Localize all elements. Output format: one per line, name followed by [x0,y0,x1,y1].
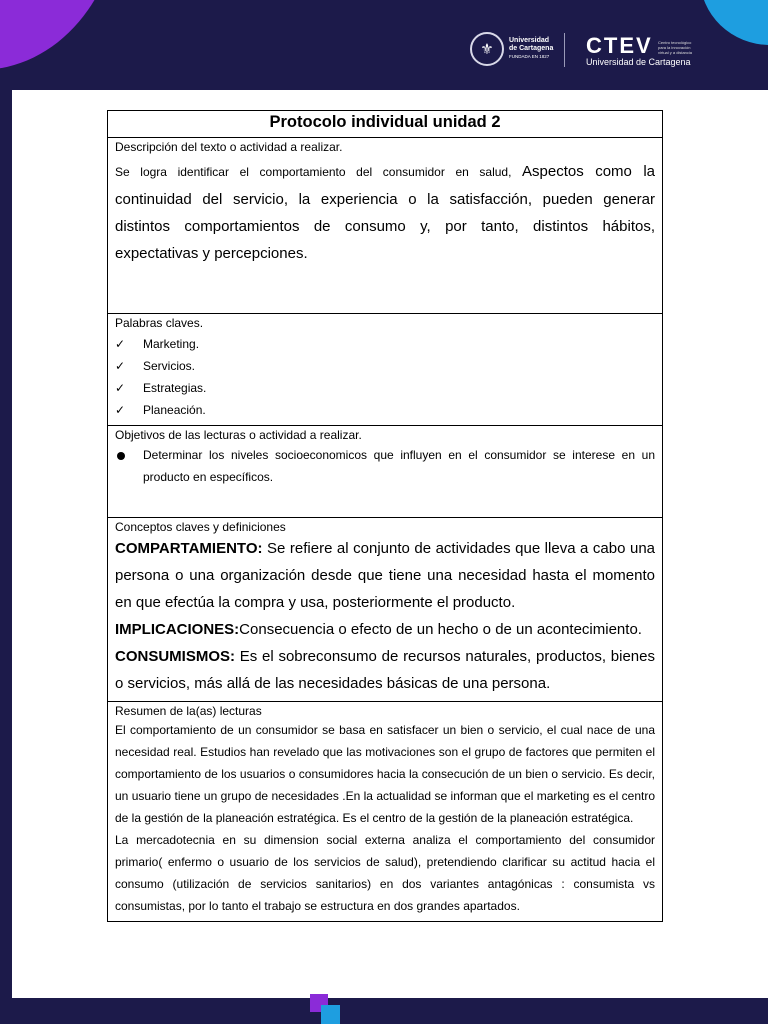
objectives-cell [108,426,663,518]
page-footer [0,998,768,1024]
checkmark-icon: ✓ [115,403,126,417]
ctev-subtitle: Universidad de Cartagena [586,57,691,67]
list-item [115,333,655,355]
ctev-logo [586,33,693,67]
objective-text: Determinar los niveles socioeconomicos que influyen en el consumidor se interese en un producto en específicos. [143,448,655,484]
checkmark-icon: ✓ [115,381,126,395]
summary-paragraph: La mercadotecnia en su dimension social externa analiza el comportamiento del consumidor primario( enfermo o usuario de los servicios de salud), pretendiendo clarificar su actitud hacia el consumo (utilización de servicios sanitarios) en dos variantes antagónicas : consumista vs consumistas, por lo tanto el trabajo se estructura en dos grandes apartados. [115,833,655,913]
summary-cell [108,702,663,922]
summary-paragraph: El comportamiento de un consumidor se basa en satisfacer un bien o servicio, el cual nace de una necesidad real. Estudios han revelado que las motivaciones son el grupo de factores que permiten el comportamiento de los usuarios o consumidores hacia la consecución de un bien o servicio. Es decir, un usuario tiene un grupo de necesidades .En la actualidad se informan que el marketing es el centro de la gestión de la planeación estratégica. Es el centro de la gestión de la planeación estratégica. [115,723,655,825]
list-item [115,399,655,421]
university-name-line2: de Cartagena [509,45,554,52]
keyword-text: Estrategias. [143,381,207,395]
keywords-list [115,333,655,421]
document-title: Protocolo individual unidad 2 [108,111,663,138]
list-item [115,355,655,377]
decorative-purple-arc [0,0,120,70]
university-founded: FUNDADA EN 1827 [509,54,550,59]
ctev-tagline: Centro tecnológico para la innovación virtual y a distancia [658,40,693,55]
summary-row [108,702,663,922]
objectives-row [108,426,663,518]
summary-label: Resumen de la(as) lecturas [115,704,262,718]
description-text [115,158,655,267]
concept-definition: Se refiere al conjunto de actividades que lleva a cabo una persona o una organización desde que tiene una necesidad hasta el momento en que efectúa la compra y usa, posteriormente el producto. [115,540,655,611]
description-text-large: Aspectos como la continuidad del servicio, la experiencia o la satisfacción, pueden generar distintos comportamientos de consumo y, por tanto, distintos hábitos, expectativas y percepciones. [115,163,655,262]
objectives-label: Objetivos de las lecturas o actividad a realizar. [115,428,362,442]
list-item [115,444,655,488]
concept-term: IMPLICACIONES: [115,621,240,638]
university-logo [470,32,553,66]
university-seal-icon: ⚜ [470,32,504,66]
concept-item [115,616,655,643]
keyword-text: Planeación. [143,403,206,417]
keywords-cell [108,314,663,426]
checkmark-icon: ✓ [115,359,126,373]
university-name [509,37,553,61]
logo-divider [564,33,565,67]
document-page [12,90,768,998]
bullet-icon [117,452,125,460]
description-text-small: Se logra identificar el comportamiento del consumidor en salud, [115,165,523,179]
concept-definition: Es el sobreconsumo de recursos naturales, productos, bienes o servicios, más allá de las necesidades básicas de una persona. [115,648,655,692]
description-cell [108,138,663,314]
decorative-blue-square [321,1005,340,1024]
title-row [108,111,663,138]
concept-term: COMPARTAMIENTO: [115,540,263,557]
concepts-label: Conceptos claves y definiciones [115,520,286,534]
concept-item [115,643,655,697]
keyword-text: Servicios. [143,359,196,373]
concept-definition: Consecuencia o efecto de un hecho o de un acontecimiento. [239,621,642,638]
ctev-mark: CTEV [586,33,653,58]
decorative-blue-arc [700,0,768,45]
description-label: Descripción del texto o actividad a realizar. [115,140,343,154]
description-row [108,138,663,314]
list-item [115,377,655,399]
keyword-text: Marketing. [143,337,200,351]
concepts-row [108,518,663,702]
concept-item [115,535,655,616]
protocol-table [107,110,663,922]
concept-term: CONSUMISMOS: [115,648,235,665]
university-name-line1: Universidad [509,37,550,44]
checkmark-icon: ✓ [115,337,126,351]
page-header [0,0,768,92]
keywords-label: Palabras claves. [115,316,204,330]
keywords-row [108,314,663,426]
concepts-cell [108,518,663,702]
